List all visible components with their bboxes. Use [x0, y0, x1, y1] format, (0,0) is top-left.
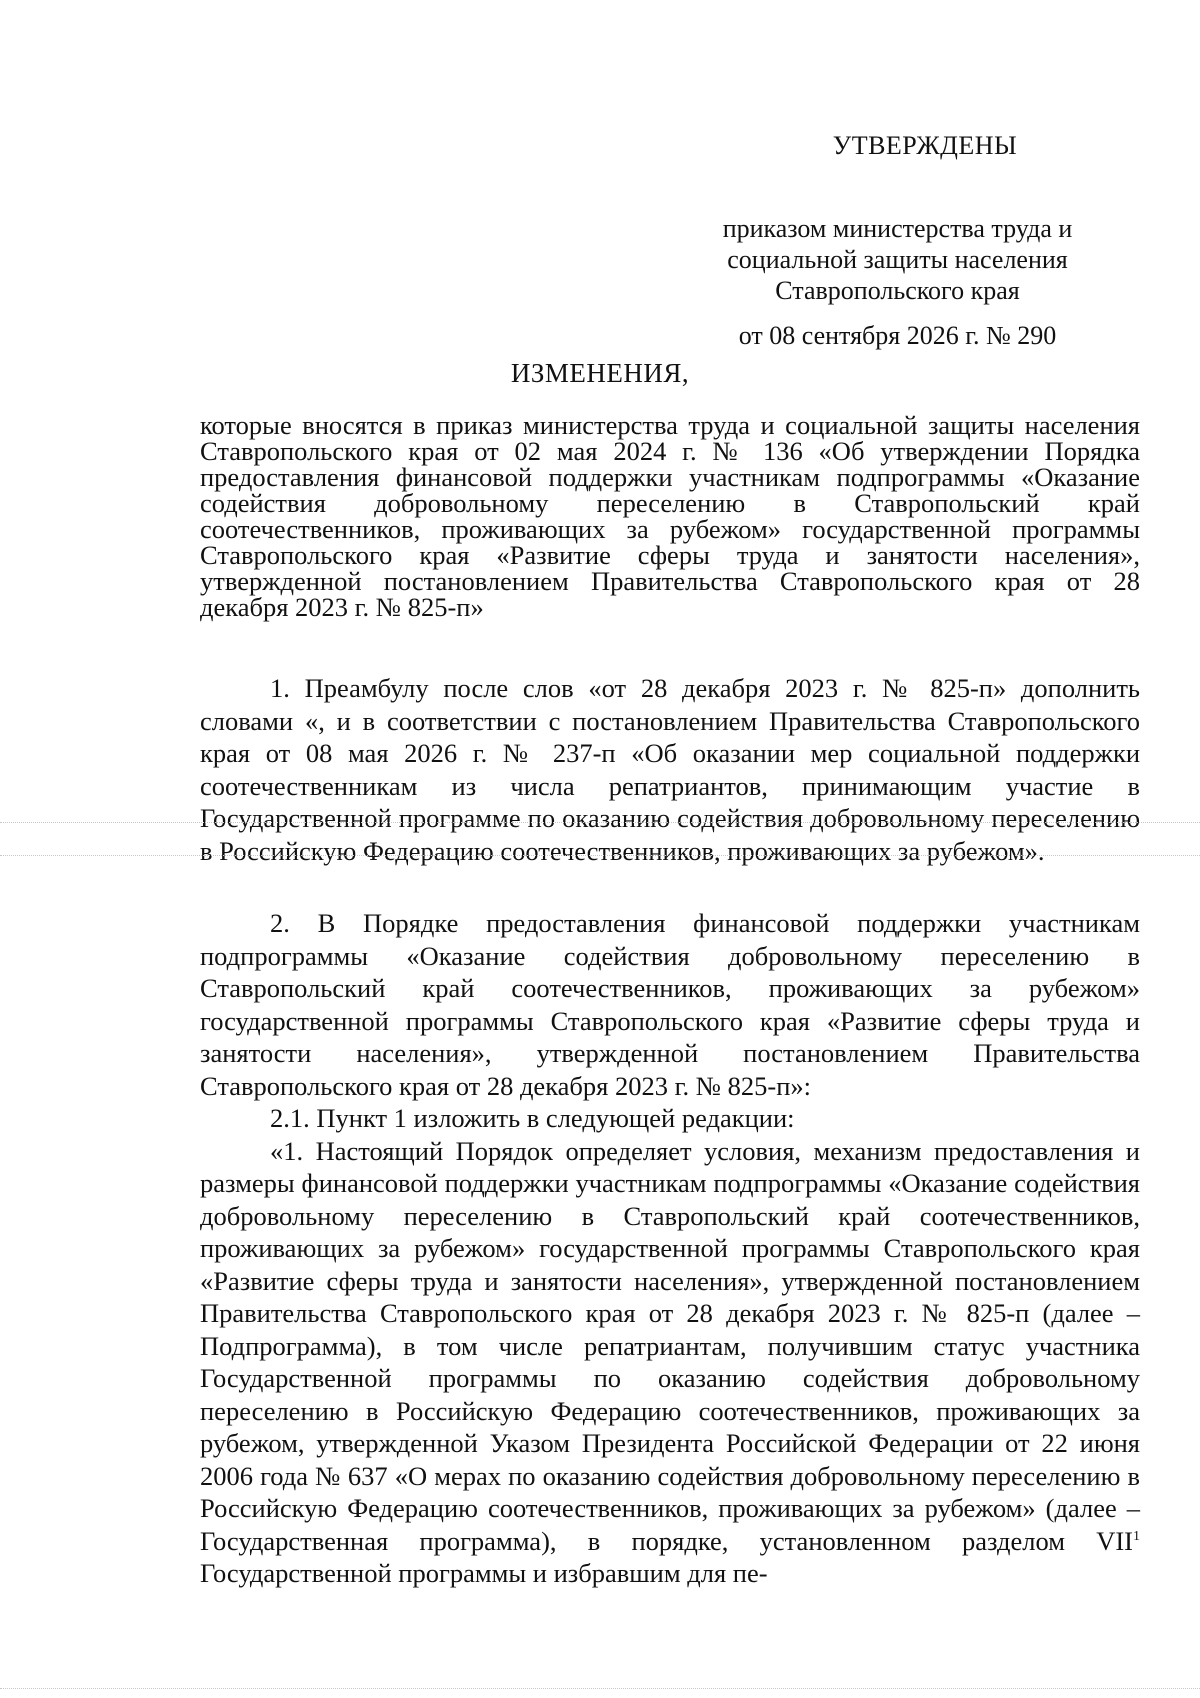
document-body [200, 412, 1140, 1590]
paragraph-quote-part1: «1. Настоящий Порядок определяет условия, механизм предоставления и размеры финансовой поддержки участникам подпрограммы «Оказание содействия добровольному переселению в Ставропольский край соотечественников, проживающих за рубежом» государственной программы Ставропольского края «Развитие сферы труда и занятости населения», утвержденной постановлением Правительства Ставропольского края от 28 декабря 2023 г. № 825-п (далее – Подпрограмма), в том числе репатриантам, получившим статус участника Государственной программы по оказанию содействия добровольному переселению в Российскую Федерацию соотечественников, проживающих за рубежом, утвержденной Указом Президента Российской Федерации от 22 июня 2006 года № 637 «О мерах по оказанию содействия добровольному переселению в Российскую Федерацию соотечественников, проживающих за рубежом» (далее – Государственная программа), в порядке, установленном разделом VII [200, 1135, 1140, 1556]
approval-block [680, 130, 1140, 351]
paragraph-2-1: 2.1. Пункт 1 изложить в следующей редакции: [270, 1103, 795, 1133]
document-title: ИЗМЕНЕНИЯ, [510, 358, 690, 388]
paragraph-quote-superscript: 1 [1133, 1528, 1140, 1544]
approval-line-1: приказом министерства труда и [722, 214, 1073, 243]
paragraph-quote [200, 1135, 1140, 1590]
approval-date: от 08 сентября 2026 г. № 290 [738, 321, 1057, 350]
paragraph-quote-part2: Государственной программы и избравшим для пе- [200, 1558, 768, 1588]
approval-title: УТВЕРЖДЕНЫ [832, 131, 1018, 160]
paragraph-2: 2. В Порядке предоставления финансовой поддержки участникам подпрограммы «Оказание содействия добровольному переселению в Ставропольский край соотечественников, проживающих за рубежом» государственной программы Ставропольского края «Развитие сферы труда и занятости населения», утвержденной постановлением Правительства Ставропольского края от 28 декабря 2023 г. № 825-п»: [200, 908, 1140, 1101]
approval-line-3: Ставропольского края [775, 276, 1020, 305]
paragraph-1: 1. Преамбулу после слов «от 28 декабря 2023 г. № 825-п» дополнить словами «, и в соответствии с постановлением Правительства Ставропольского края от 08 мая 2026 г. № 237-п «Об оказании мер социальной поддержки соотечественникам из числа репатриантов, принимающим участие в Государственной программе по оказанию содействия добровольному переселению в Российскую Федерацию соотечественников, проживающих за рубежом». [200, 673, 1140, 866]
approval-line-2: социальной защиты населения [727, 245, 1068, 274]
scan-artifact-line [0, 822, 1200, 825]
document-subtitle: которые вносятся в приказ министерства труда и социальной защиты населения Ставропольского края от 02 мая 2024 г. № 136 «Об утверждении Порядка предоставления финансовой поддержки участникам подпрограммы «Оказание содействия добровольному переселению в Ставропольский край соотечественников, проживающих за рубежом» государственной программы Ставропольского края «Развитие сферы труда и занятости населения», утвержденной постановлением Правительства Ставропольского края от 28 декабря 2023 г. № 825-п» [200, 410, 1140, 622]
scan-artifact-line [0, 855, 1200, 858]
scan-artifact-line [0, 1688, 1200, 1691]
